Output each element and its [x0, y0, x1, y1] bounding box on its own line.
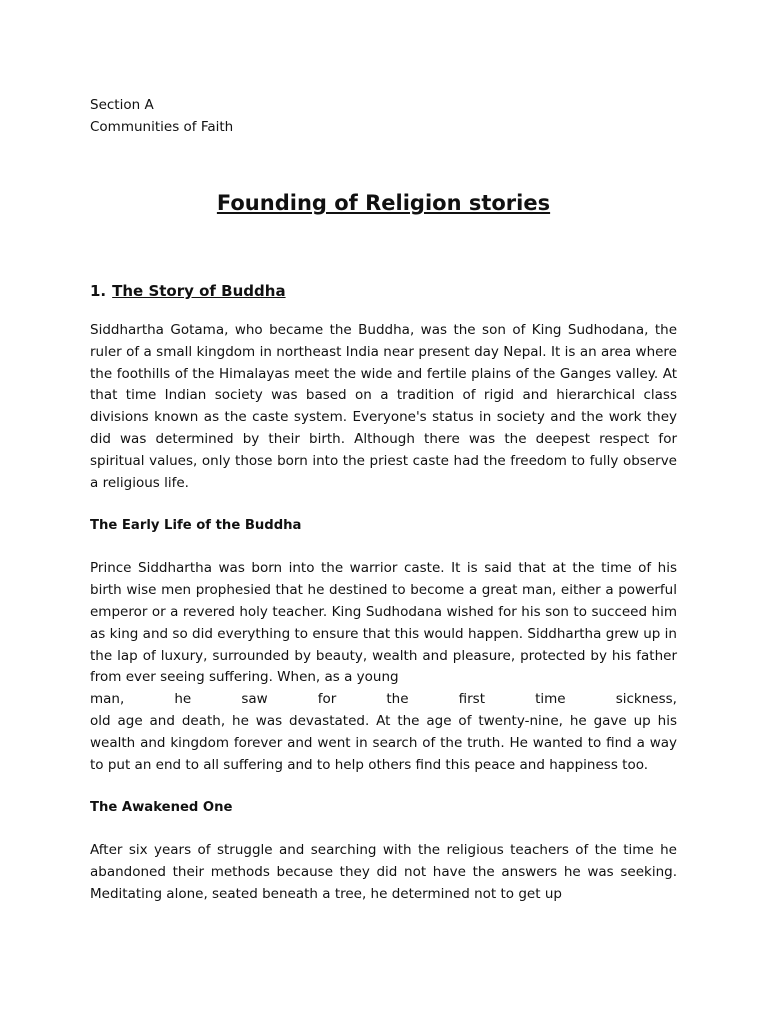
story-heading-text: The Story of Buddha: [112, 282, 286, 300]
early-life-text-b: old age and death, he was devastated. At the age of twenty-nine, he gave up his wealth and kingdom forever and went in search of the truth. He wanted to find a way to put an end to all suffering and to help others find this peace and happiness too.: [90, 712, 677, 773]
spread-word: sickness,: [615, 691, 677, 708]
early-life-spread-line: [90, 689, 677, 711]
spread-word: man,: [90, 691, 125, 708]
spread-word: for: [317, 691, 337, 708]
early-life-heading: The Early Life of the Buddha: [90, 518, 302, 534]
spread-word: saw: [241, 691, 268, 708]
intro-paragraph: Siddhartha Gotama, who became the Buddha, was the son of King Sudhodana, the ruler of a small kingdom in northeast India near present day Nepal. It is an area where the foothills of the Himalayas meet the wide and fertile plains of the Ganges valley. At that time Indian society was based on a tradition of rigid and hierarchical class divisions known as the caste system. Everyone's status in society and the work they did was determined by their birth. Although there was the deepest respect for spiritual values, only those born into the priest caste had the freedom to fully observe a religious life.: [90, 322, 677, 491]
spread-word: he: [174, 691, 192, 708]
spread-word: time: [535, 691, 566, 708]
awakened-heading: The Awakened One: [90, 800, 233, 816]
early-life-paragraph: [90, 558, 677, 776]
section-subtitle: Communities of Faith: [90, 119, 234, 135]
awakened-paragraph: After six years of struggle and searching with the religious teachers of the time he abandoned their methods because they did not have the answers he was seeking. Meditating alone, seated beneath a tree, he determined not to get up: [90, 842, 677, 902]
story-heading: [90, 280, 677, 302]
document-title: Founding of Religion stories: [216, 191, 551, 215]
section-label: Section A: [90, 97, 154, 113]
spread-word: the: [386, 691, 409, 708]
spread-word: first: [458, 691, 486, 708]
story-number: 1.: [90, 282, 107, 300]
document-page: [90, 94, 677, 906]
early-life-text-a: Prince Siddhartha was born into the warrior caste. It is said that at the time of his birth wise men prophesied that he destined to become a great man, either a powerful emperor or a revered holy teacher. King Sudhodana wished for his son to succeed him as king and so did everything to ensure that this would happen. Siddhartha grew up in the lap of luxury, surrounded by beauty, wealth and pleasure, protected by his father from ever seeing suffering. When, as a young: [90, 560, 677, 686]
